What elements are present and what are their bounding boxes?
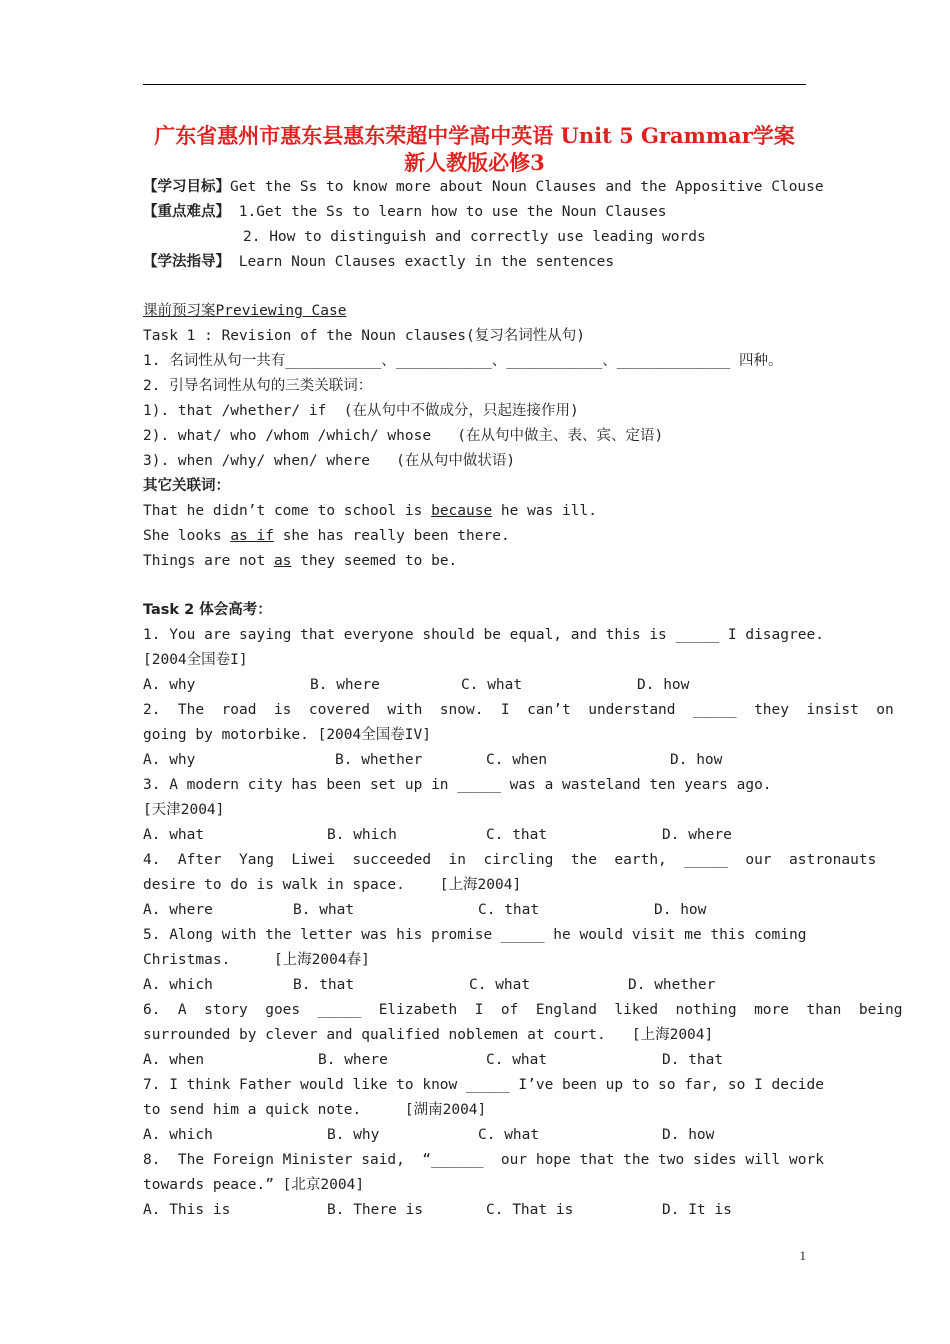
learning-goal: [143, 177, 824, 197]
goal-text: Get the Ss to know more about Noun Clauses and the Appositive Clouse: [230, 179, 824, 195]
connective-group-3: 3). when /why/ when/ where (在从句中做状语): [143, 453, 516, 469]
option-b: B. which: [327, 827, 397, 843]
option-c: C. what: [461, 677, 523, 693]
example-3-pre: Things are not: [143, 553, 274, 569]
option-c: C. that: [478, 902, 540, 918]
key-points: [143, 202, 667, 222]
option-d: D. how: [654, 902, 707, 918]
goal-label: 【学习目标】: [143, 179, 230, 195]
option-d: D. how: [662, 1127, 715, 1143]
option-b: B. There is: [327, 1202, 424, 1218]
top-rule: [143, 84, 806, 85]
option-b: B. whether: [335, 752, 423, 768]
task1-q1: 1. 名词性从句一共有___________、___________、___________、_____________ 四种。: [143, 353, 783, 369]
option-b: B. where: [310, 677, 380, 693]
connective-group-2: 2). what/ who /whom /which/ whose (在从句中做主、表、宾、定语): [143, 428, 664, 444]
option-d: D. how: [637, 677, 690, 693]
example-3-post: they seemed to be.: [291, 553, 458, 569]
document-title: [143, 122, 806, 176]
option-a: A. when: [143, 1052, 205, 1068]
example-1-keyword: because: [431, 503, 493, 519]
question-8-line-1: 8. The Foreign Minister said, “______ our hope that the two sides will work: [143, 1152, 824, 1168]
example-2-pre: She looks: [143, 528, 231, 544]
focus-label: 【重点难点】: [143, 204, 230, 220]
option-b: B. why: [327, 1127, 380, 1143]
title-line-2: 新人教版必修3: [404, 150, 545, 175]
option-a: A. where: [143, 902, 213, 918]
question-4-line-1: 4. After Yang Liwei succeeded in circling the earth, _____ our astronauts: [143, 852, 877, 868]
question-5-line-2: Christmas. [上海2004春]: [143, 952, 370, 968]
option-c: C. that: [486, 827, 548, 843]
other-connectives-heading: 其它关联词：: [143, 478, 230, 494]
question-3-line-2: [天津2004]: [143, 802, 225, 818]
option-b: B. where: [318, 1052, 388, 1068]
question-1-line-1: 1. You are saying that everyone should be equal, and this is _____ I disagree.: [143, 627, 824, 643]
option-c: C. what: [478, 1127, 540, 1143]
option-a: A. which: [143, 1127, 213, 1143]
example-3: [143, 551, 457, 571]
option-a: A. This is: [143, 1202, 231, 1218]
page-number: 1: [799, 1248, 806, 1263]
learning-method: [143, 252, 614, 272]
task2-heading: Task 2 体会高考：: [143, 602, 272, 618]
focus-1: 1.Get the Ss to learn how to use the Noun Clauses: [238, 204, 667, 220]
example-1-post: he was ill.: [492, 503, 597, 519]
question-2-line-2: going by motorbike. [2004全国卷IV]: [143, 727, 431, 743]
example-2-post: she has really been there.: [273, 528, 510, 544]
option-c: C. when: [486, 752, 548, 768]
task1-q2: 2. 引导名词性从句的三类关联词：: [143, 378, 373, 394]
example-1: [143, 501, 597, 521]
task1-heading: Task 1 : Revision of the Noun clauses(复习名词性从句): [143, 328, 585, 344]
question-2-line-1: 2. The road is covered with snow. I can’t understand _____ they insist on: [143, 702, 894, 718]
option-c: C. what: [469, 977, 531, 993]
option-d: D. It is: [662, 1202, 732, 1218]
preview-heading: 课前预习案Previewing Case: [143, 303, 347, 319]
question-8-line-2: towards peace.” [北京2004]: [143, 1177, 365, 1193]
connective-group-1: 1). that /whether/ if (在从句中不做成分，只起连接作用): [143, 403, 579, 419]
option-a: A. why: [143, 677, 196, 693]
question-4-line-2: desire to do is walk in space. [上海2004]: [143, 877, 522, 893]
method-label: 【学法指导】: [143, 254, 230, 270]
question-6-line-2: surrounded by clever and qualified noblemen at court. [上海2004]: [143, 1027, 714, 1043]
option-a: A. which: [143, 977, 213, 993]
question-5-line-1: 5. Along with the letter was his promise _____ he would visit me this coming: [143, 927, 807, 943]
question-6-line-1: 6. A story goes _____ Elizabeth I of England liked nothing more than being: [143, 1002, 903, 1018]
option-a: A. what: [143, 827, 205, 843]
option-b: B. what: [293, 902, 355, 918]
question-7-line-2: to send him a quick note. [湖南2004]: [143, 1102, 487, 1118]
option-c: C. That is: [486, 1202, 574, 1218]
option-d: D. where: [662, 827, 732, 843]
question-1-line-2: [2004全国卷I]: [143, 652, 248, 668]
option-d: D. whether: [628, 977, 716, 993]
example-2: [143, 526, 510, 546]
option-b: B. that: [293, 977, 355, 993]
option-d: D. that: [662, 1052, 724, 1068]
example-3-keyword: as: [273, 553, 292, 569]
title-line-1: 广东省惠州市惠东县惠东荣超中学高中英语 Unit 5 Grammar学案: [154, 123, 795, 148]
option-c: C. what: [486, 1052, 548, 1068]
method-text: Learn Noun Clauses exactly in the sentences: [238, 254, 615, 270]
example-1-pre: That he didn’t come to school is: [143, 503, 432, 519]
focus-2: 2. How to distinguish and correctly use leading words: [243, 229, 706, 245]
example-2-keyword: as if: [230, 528, 274, 544]
option-d: D. how: [670, 752, 723, 768]
question-7-line-1: 7. I think Father would like to know _____ I’ve been up to so far, so I decide: [143, 1077, 824, 1093]
option-a: A. why: [143, 752, 196, 768]
question-3-line-1: 3. A modern city has been set up in _____ was a wasteland ten years ago.: [143, 777, 772, 793]
